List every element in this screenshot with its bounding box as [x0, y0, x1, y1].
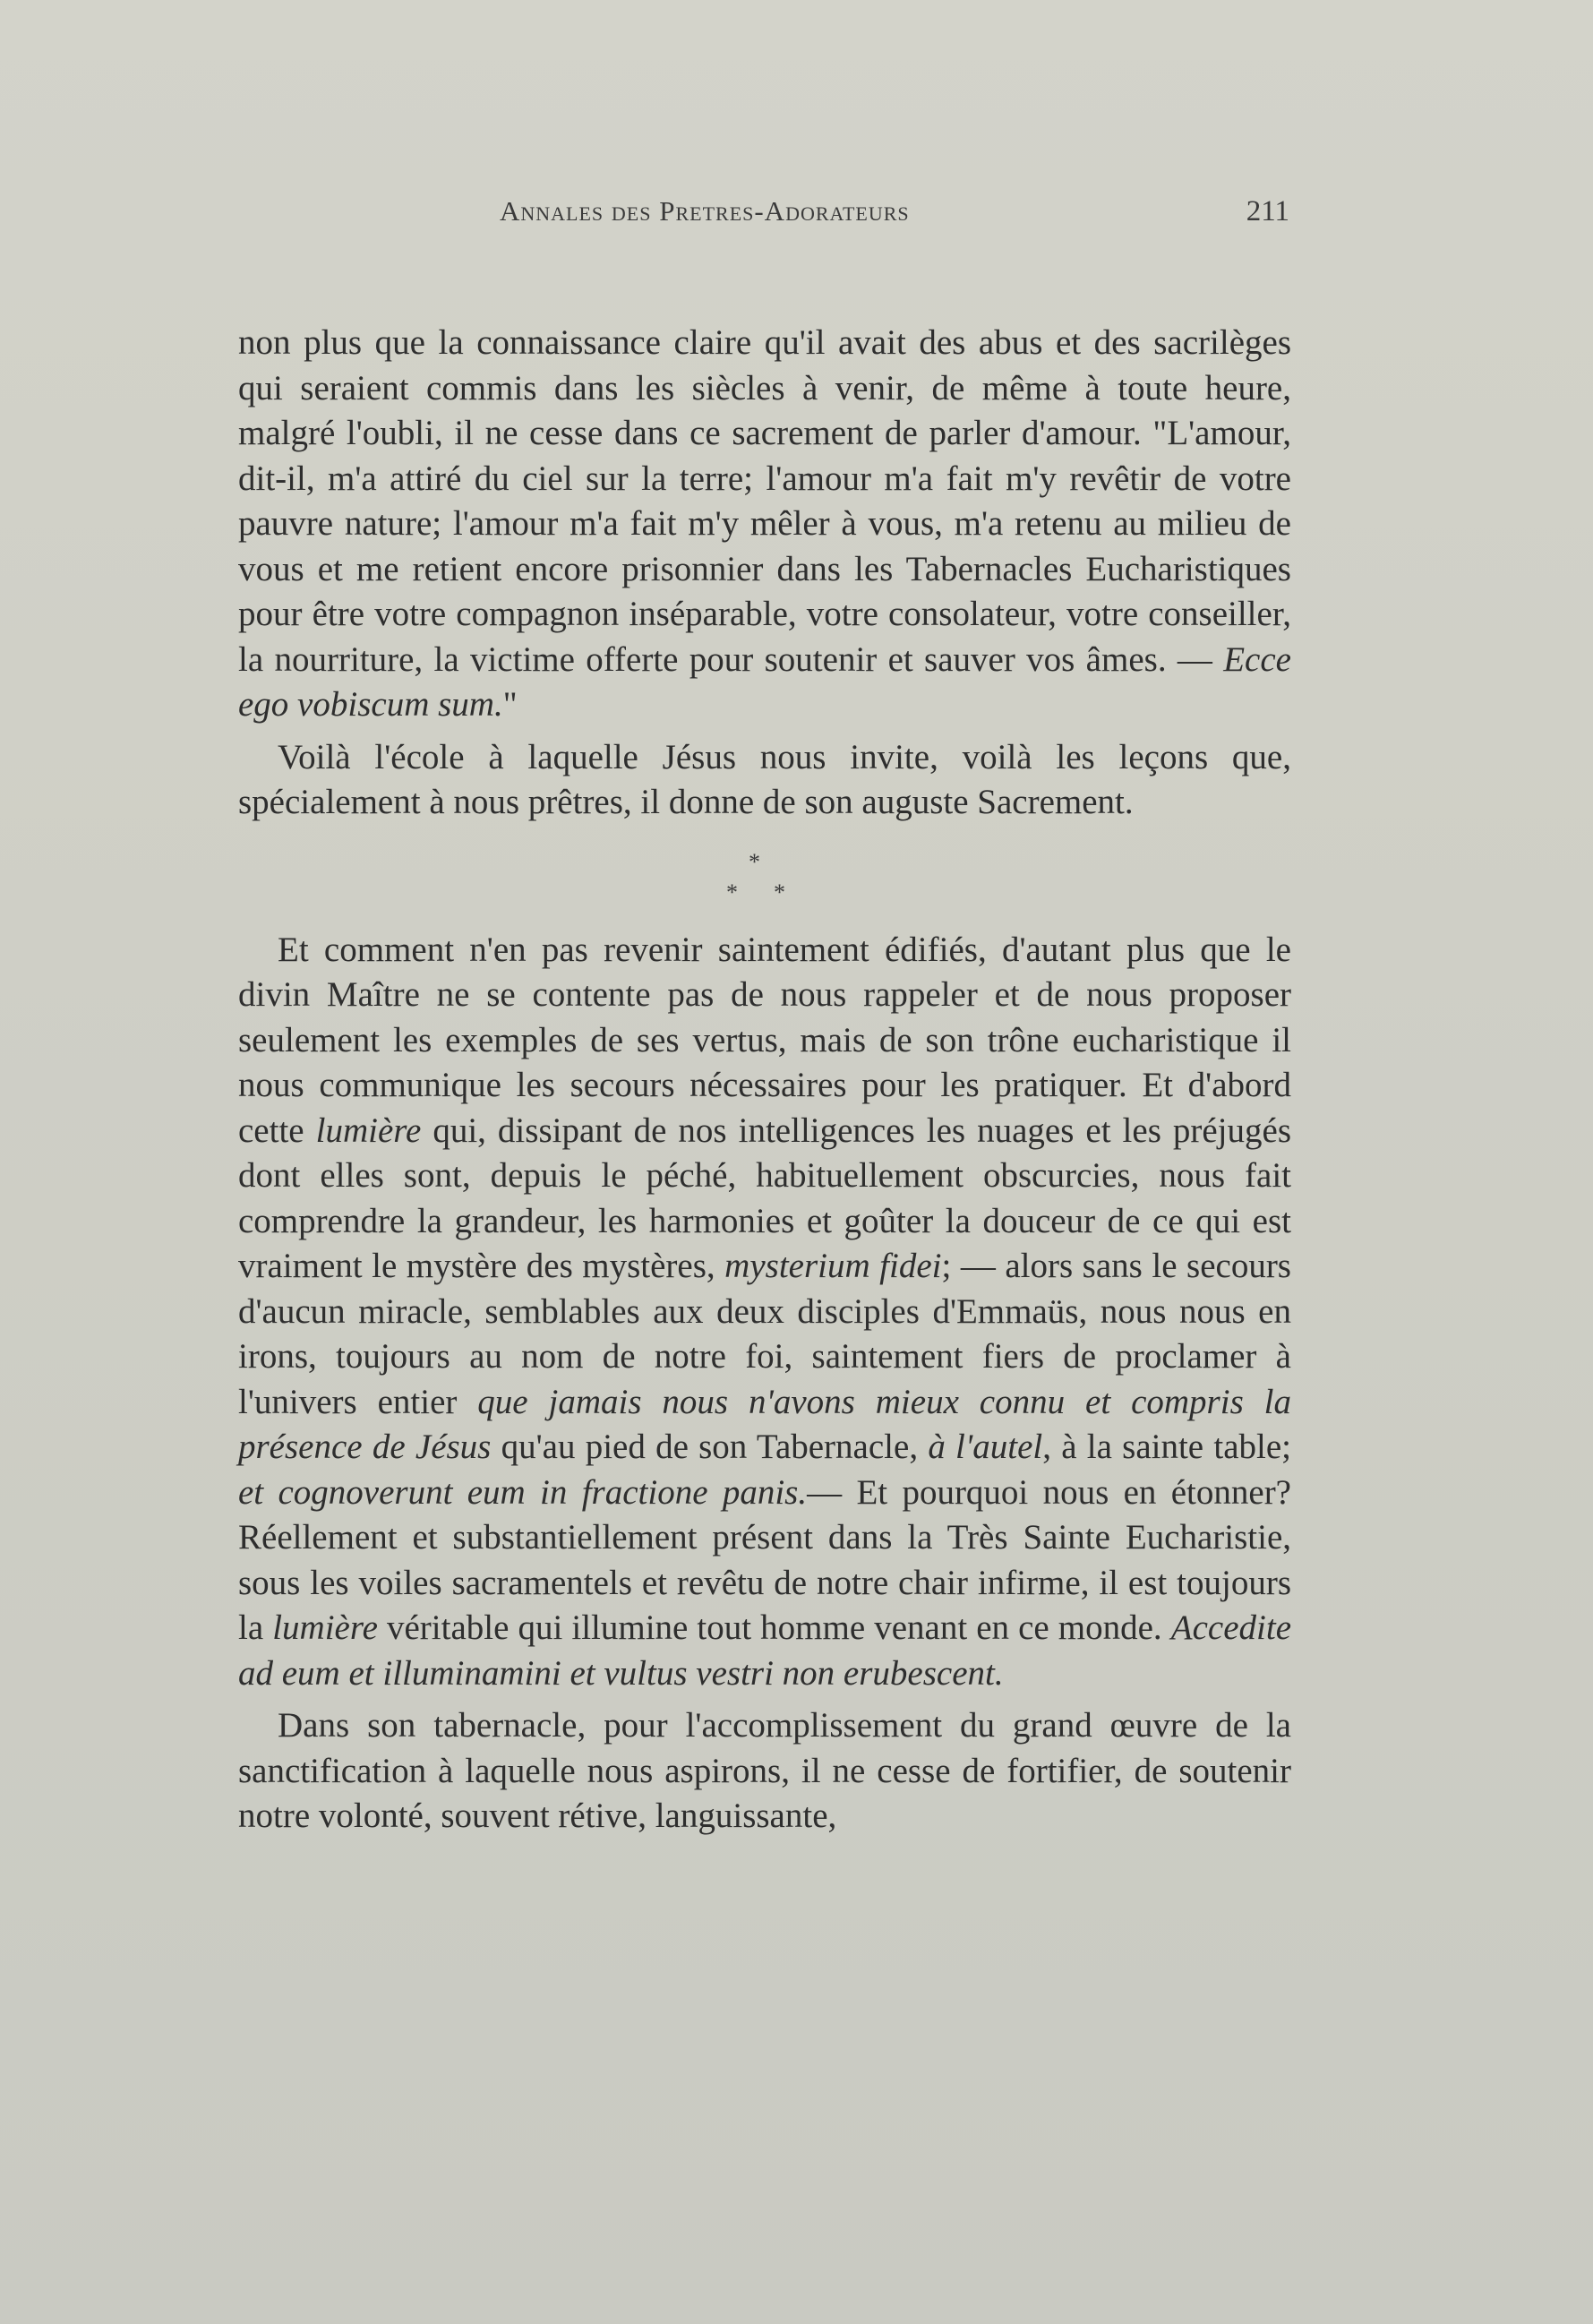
running-title: Annales des Pretres-Adorateurs	[500, 195, 910, 227]
paragraph-3-italic-que-jamais: que jamais nous n'avons mieux connu et compris la présence de Jésus	[238, 1382, 1291, 1466]
paragraph-1-text: non plus que la connaissance claire qu'il avait des abus et des sacrilèges qui seraient commis dans les siècles à venir, de même à toute heure, malgré l'oubli, il ne cesse dans ce sacrement de parler d'amour. "L'amour, dit-il, m'a attiré du ciel sur la terre; l'amour m'a fait m'y revêtir de votre pauvre nature; l'amour m'a fait m'y mêler à vous, m'a retenu au milieu de vous et me retient encore prisonnier dans les Tabernacles Eucharistiques pour être votre compagnon inséparable, votre consolateur, votre conseiller, la nourriture, la victime offerte pour soutenir et sauver vos âmes. —	[238, 323, 1291, 679]
paragraph-4: Dans son tabernacle, pour l'accomplissement du grand œuvre de la sanctification à laquelle nous aspirons, il ne cesse de fortifier, de soutenir notre volonté, souvent rétive, languissante,	[238, 1706, 1291, 1835]
paragraph-1	[238, 321, 1291, 728]
paragraph-1-italic: Ecce ego vobiscum sum.	[238, 639, 1291, 724]
paragraph-3-text-a: Et comment n'en pas revenir saintement édifiés, d'autant plus que le divin Maître ne se contente pas de nous rappeler et de nous proposer seulement les exemples de ses vertus, mais de son trône eucharistique il nous communique les secours nécessaires pour les pratiquer. Et d'abord cette	[238, 930, 1291, 1150]
paragraph-3-text-i: , à la sainte table;	[1042, 1428, 1291, 1466]
paragraph-3	[238, 928, 1291, 1697]
paragraph-3-text-e: ; — alors sans le secours d'aucun miracle, semblables aux deux disciples d'Emmaüs, nous nous en irons, toujours au nom de notre foi, saintement fiers de proclamer à l'univers entier	[238, 1247, 1291, 1421]
body-text	[238, 321, 1291, 1839]
asterism-star-left: *	[726, 879, 738, 905]
running-head	[240, 195, 1289, 235]
page-number: 211	[1246, 195, 1289, 227]
paragraph-3-italic-cognoverunt: et cognoverunt eum in fractione panis.	[238, 1472, 808, 1512]
paragraph-3-text-k: — Et pourquoi nous en étonner? Réellement et substantiellement présent dans la Très Sainte Eucharistie, sous les voiles sacramentels et revêtu de notre chair infirme, il est toujours la	[238, 1472, 1291, 1647]
paragraph-3-italic-mysterium: mysterium fidei	[724, 1247, 942, 1285]
paragraph-3-text-c: qui, dissipant de nos intelligences les nuages et les préjugés dont elles sont, depuis le péché, habituellement obscurcies, nous fait comprendre la grandeur, les harmonies et goûter la douceur de ce qui est vraiment le mystère des mystères,	[238, 1111, 1292, 1285]
asterism-star-top: *	[749, 848, 760, 875]
paragraph-3-italic-accedite: Accedite ad eum et illuminamini et vultus vestri non erubescent.	[238, 1608, 1291, 1693]
paragraph-3-italic-autel: à l'autel	[928, 1428, 1043, 1466]
asterism-star-right: *	[774, 879, 785, 905]
paragraph-1-closing-quote: "	[502, 685, 518, 724]
asterism-divider	[238, 829, 1291, 928]
paragraph-3-italic-lumiere-2: lumière	[272, 1608, 378, 1647]
paragraph-3-text-g: qu'au pied de son Tabernacle,	[491, 1428, 929, 1466]
paragraph-3-italic-lumiere: lumière	[315, 1111, 422, 1150]
paragraph-3-text-m: véritable qui illumine tout homme venant en ce monde.	[377, 1608, 1171, 1647]
paragraph-2: Voilà l'école à laquelle Jésus nous invite, voilà les leçons que, spécialement à nous prêtres, il donne de son auguste Sacrement.	[238, 737, 1291, 821]
